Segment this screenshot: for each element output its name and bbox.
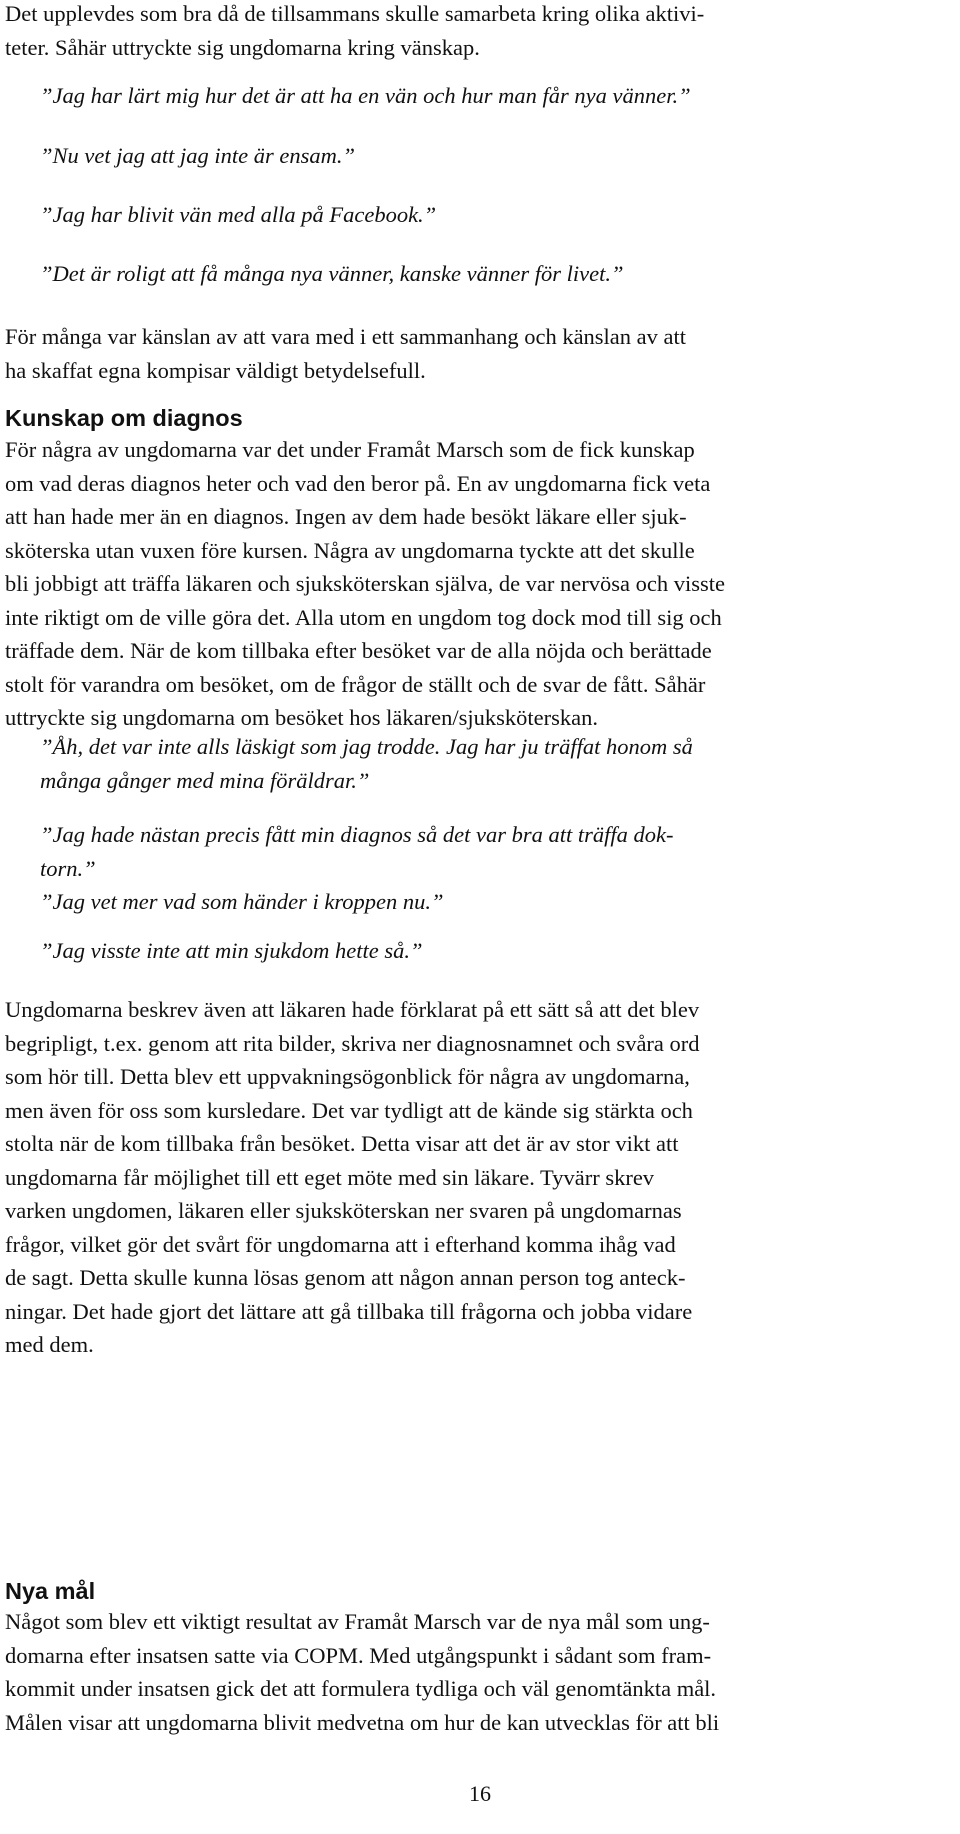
quote-friends-1: ”Jag har lärt mig hur det är att ha en vän och hur man får nya vänner.”: [40, 83, 691, 108]
diagnos-paragraph: För några av ungdomarna var det under Framåt Marsch som de fick kunskap om vad deras diagnos heter och vad den beror på. En av ungdomarna fick veta att han hade mer än en diagnos. Ingen av dem hade besökt läkare eller sjuk- sköterska utan vuxen före kursen. Några av ungdomarna tyckte att det skulle bli jobbigt att träffa läkaren och sjuksköterskan själva, de var nervösa och visste inte riktigt om de ville göra det. Alla utom en ungdom tog dock mod till sig och träffade dem. När de kom tillbaka efter besöket var de alla nöjda och berättade stolt för varandra om besöket, om de frågor de ställt och de svar de fått. Såhär uttryckte sig ungdomarna om besöket hos läkaren/sjuksköterskan.: [5, 437, 725, 730]
quote-new-diagnosis: ”Jag hade nästan precis fått min diagnos så det var bra att träffa dok- torn.” ”Jag vet mer vad som händer i kroppen nu.”: [40, 822, 674, 914]
page-number: 16: [469, 1781, 491, 1806]
quote-illness-name: ”Jag visste inte att min sjukdom hette så.”: [40, 938, 423, 963]
quote-friends-4: ”Det är roligt att få många nya vänner, kanske vänner för livet.”: [40, 261, 624, 286]
doctor-paragraph: Ungdomarna beskrev även att läkaren hade förklarat på ett sätt så att det blev begripligt, t.ex. genom att rita bilder, skriva ner diagnosnamnet och svåra ord som hör till. Detta blev ett uppvakningsögonblick för några av ungdomarna, men även för oss som kursledare. Det var tydligt att de kände sig stärkta och stolta när de kom tillbaka från besöket. Detta visar att det är av stor vikt att ungdomarna får möjlighet till ett eget möte med sin läkare. Tyvärr skrev varken ungdomen, läkaren eller sjuksköterskan ner svaren på ungdomarnas frågor, vilket gör det svårt för ungdomarna att i efterhand komma ihåg vad de sagt. Detta skulle kunna lösas genom att någon annan person tog anteck- ningar. Det hade gjort det lättare att gå tillbaka till frågorna och jobba vidare med dem.: [5, 997, 700, 1357]
heading-nya-mal: Nya mål: [5, 1578, 96, 1604]
quote-ah-not-scary: ”Åh, det var inte alls läskigt som jag trodde. Jag har ju träffat honom så många gånger med mina föräldrar.”: [40, 734, 693, 793]
text-line: Det upplevdes som bra då de tillsammans skulle samarbeta kring olika aktivi-: [5, 1, 705, 26]
text-line: teter. Såhär uttryckte sig ungdomarna kring vänskap.: [5, 34, 480, 60]
belonging-paragraph: För många var känslan av att vara med i ett sammanhang och känslan av att ha skaffat egna kompisar väldigt betydelsefull.: [5, 324, 687, 383]
quote-friends-2: ”Nu vet jag att jag inte är ensam.”: [40, 143, 355, 168]
goals-paragraph: Något som blev ett viktigt resultat av Framåt Marsch var de nya mål som ung- domarna efter insatsen satte via COPM. Med utgångspunkt i sådant som fram- kommit under insatsen gick det att formulera tydliga och väl genomtänkta mål. Målen visar att ungdomarna blivit medvetna om hur de kan utvecklas för att bli: [5, 1609, 720, 1735]
quote-friends-3: ”Jag har blivit vän med alla på Facebook.”: [40, 202, 437, 227]
intro-paragraph: [5, 0, 955, 64]
heading-kunskap-om-diagnos: Kunskap om diagnos: [5, 405, 243, 431]
